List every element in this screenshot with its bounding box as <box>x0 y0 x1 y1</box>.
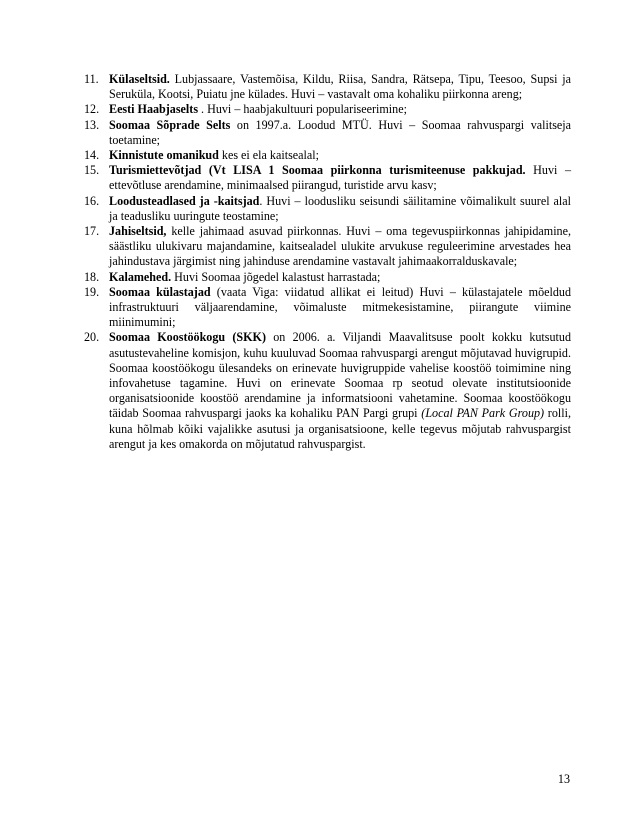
item-text: Lubjassaare, Vastemõisa, Kildu, Riisa, Sandra, Rätsepa, Tipu, Teesoo, Supsi ja Seruküla, Kootsi, Puiatu jne külades. Huvi – vastavalt oma kohaliku piirkonna areng; <box>109 72 571 102</box>
list-item <box>84 194 571 224</box>
item-body <box>109 270 571 285</box>
item-number: 19. <box>84 284 100 299</box>
item-number: 15. <box>84 163 100 178</box>
item-number: 12. <box>84 102 100 117</box>
item-name: Soomaa külastajad <box>109 284 211 299</box>
item-body <box>109 285 571 331</box>
item-name: Eesti Haabjaselts <box>109 102 199 117</box>
item-number: 13. <box>84 117 100 132</box>
page-number: 13 <box>557 772 570 786</box>
item-text: . Huvi – haabjakultuuri populariseerimine; <box>198 102 407 117</box>
stakeholder-list <box>84 72 571 452</box>
item-number: 16. <box>84 193 100 208</box>
item-text: kelle jahimaad asuvad piirkonnas. Huvi – oma tegevuspiirkonnas jahipidamine, säästliku ulukivaru majandamine, kaitsealadel ulukite arvukuse reguleerimine arvestades hea jahindustava järgimist ning jahinduse arendamine vastavalt jahimaakorralduskavale; <box>109 224 571 269</box>
item-body <box>109 224 571 270</box>
item-number: 18. <box>84 269 100 284</box>
list-item <box>84 118 571 148</box>
list-item <box>84 148 571 163</box>
item-text: kes ei ela kaitsealal; <box>218 148 319 163</box>
item-name: Turismiettevõtjad (Vt LISA 1 Soomaa piirkonna turismiteenuse pakkujad. <box>109 163 526 178</box>
item-text: Huvi Soomaa jõgedel kalastust harrastada; <box>171 269 381 284</box>
item-body <box>109 102 571 117</box>
list-item <box>84 285 571 331</box>
item-body <box>109 118 571 148</box>
item-text: (vaata Viga: viidatud allikat ei leitud) Huvi – külastajatele mõeldud infrastruktuuri väljaarendamine, võimaluste mitmekesistamine, piirangute viimine miinimumini; <box>109 284 571 330</box>
item-italic-text: (Local PAN Park Group) <box>421 406 545 421</box>
item-body <box>109 72 571 102</box>
item-body <box>109 163 571 193</box>
item-text: on 2006. a. Viljandi Maavalitsuse poolt kokku kutsutud asutustevaheline komisjon, kuhu kuuluvad Soomaa rahvuspargi arengut mõjutavad huvigrupid. Soomaa koostöökogu ülesandeks on erinevate huvigruppide vahelise koostöö toimimine ning infovahetuse tagamine. Huvi on erinevate Soomaa rp seotud olevate institutsioonide organisatsioonide koostöö arendamine ja informatsiooni vahetamine. Soomaa koostöökogu täidab Soomaa rahvuspargi jaoks ka kohaliku PAN Pargi grupi <box>109 330 571 421</box>
item-body <box>109 330 571 452</box>
item-text: Huvi – ettevõtluse arendamine, minimaalsed piirangud, turistide arvu kasv; <box>109 163 571 193</box>
item-name: Kinnistute omanikud <box>109 148 219 163</box>
item-name: Kalamehed. <box>109 269 172 284</box>
item-text: . Huvi – loodusliku seisundi säilitamine võimalikult suurel alal ja teadusliku uuringute teostamine; <box>109 193 571 223</box>
item-name: Loodusteadlased ja -kaitsjad <box>109 193 260 208</box>
item-name: Jahiseltsid, <box>109 224 167 239</box>
item-body <box>109 194 571 224</box>
item-name: Soomaa Koostöökogu (SKK) <box>109 330 266 345</box>
item-body <box>109 148 571 163</box>
list-item <box>84 163 571 193</box>
item-number: 11. <box>84 72 99 86</box>
item-name: Soomaa Sõprade Selts <box>109 117 231 132</box>
list-item <box>84 270 571 285</box>
list-item <box>84 102 571 117</box>
list-item <box>84 224 571 270</box>
item-number: 14. <box>84 148 100 163</box>
item-number: 17. <box>84 224 100 239</box>
list-item <box>84 72 571 102</box>
item-name: Külaseltsid. <box>109 72 170 86</box>
item-text-after: rolli, kuna hõlmab kõiki vajalikke asutusi ja organisatsioone, kelle tegevus mõjutab rahvuspargist arengut ja kes omakorda on mõjutatud rahvuspargist. <box>109 406 571 451</box>
list-item <box>84 330 571 452</box>
item-number: 20. <box>84 330 100 345</box>
item-text: on 1997.a. Loodud MTÜ. Huvi – Soomaa rahvuspargi valitseja toetamine; <box>109 117 572 147</box>
